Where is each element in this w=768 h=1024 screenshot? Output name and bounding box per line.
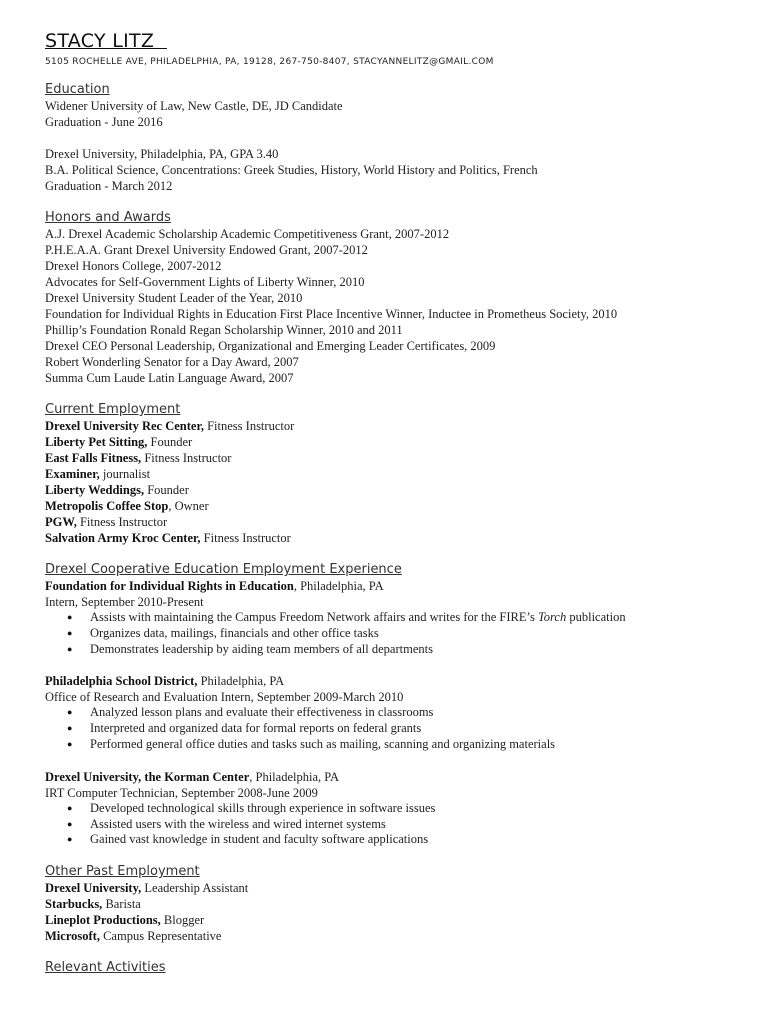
bullet-item: ● Interpreted and organized data for formal reports on federal grants <box>45 721 745 737</box>
honor-item: Robert Wonderling Senator for a Day Award, 2007 <box>45 355 299 369</box>
employment-item <box>45 418 745 434</box>
coop-korman-title: IRT Computer Technician, September 2008-June 2009 <box>45 785 318 800</box>
employment-role: Fitness Instructor <box>76 515 168 529</box>
employment-item <box>45 482 745 498</box>
employment-item <box>45 498 745 514</box>
employment-item <box>45 450 745 466</box>
bullet-item: ● Assisted users with the wireless and wired internet systems <box>45 817 745 833</box>
employment-role: Founder <box>147 435 193 449</box>
education-widener-graduation: Graduation - June 2016 <box>45 115 163 129</box>
education-widener-school: Widener University of Law, New Castle, DE, JD Candidate <box>45 99 343 113</box>
resume-name: STACY LITZ <box>45 30 167 52</box>
employment-role: Founder <box>144 483 189 497</box>
employment-role: Fitness Instructor <box>141 451 232 465</box>
coop-fire-header <box>45 578 745 594</box>
employment-item <box>45 928 745 944</box>
employment-org: Liberty Weddings, <box>45 483 145 497</box>
coop-korman-bullets <box>45 801 745 848</box>
honor-item: Drexel CEO Personal Leadership, Organizational and Emerging Leader Certificates, 2009 <box>45 339 496 353</box>
honor-item: Phillip’s Foundation Ronald Regan Scholarship Winner, 2010 and 2011 <box>45 323 403 337</box>
honor-item: Summa Cum Laude Latin Language Award, 2007 <box>45 371 294 385</box>
section-heading-education: Education <box>45 82 110 97</box>
employment-org: Examiner, <box>45 467 100 481</box>
employment-org: Metropolis Coffee Stop <box>45 499 169 513</box>
employment-item <box>45 880 745 896</box>
employment-org: Starbucks, <box>45 897 103 912</box>
coop-fire-location: , Philadelphia, PA <box>293 579 384 593</box>
current-employment-list <box>45 418 745 546</box>
employment-role: journalist <box>99 467 151 481</box>
employment-org: Drexel University Rec Center, <box>45 419 204 433</box>
honor-item: Drexel University Student Leader of the Year, 2010 <box>45 291 303 305</box>
education-drexel-graduation: Graduation - March 2012 <box>45 179 173 193</box>
bullet-text: Assists with maintaining the Campus Freedom Network affairs and writes for the FIRE’s <box>90 610 538 624</box>
coop-fire-bullets <box>45 610 745 657</box>
bullet-item: ● Performed general office duties and tasks such as mailing, scanning and organizing materials <box>45 737 745 753</box>
section-heading-coop: Drexel Cooperative Education Employment Experience <box>45 562 402 577</box>
section-heading-activities: Relevant Activities <box>45 960 166 976</box>
employment-org: Microsoft, <box>45 929 100 944</box>
section-heading-other-employment: Other Past Employment <box>45 864 200 880</box>
employment-org: Liberty Pet Sitting, <box>45 435 148 449</box>
honor-item: P.H.E.A.A. Grant Drexel University Endowed Grant, 2007-2012 <box>45 243 368 257</box>
employment-org: PGW, <box>45 515 77 529</box>
bullet-item: ● Developed technological skills through experience in software issues <box>45 801 745 817</box>
employment-item <box>45 466 745 482</box>
bullet-item <box>45 610 745 626</box>
employment-role: Campus Representative <box>99 929 222 944</box>
bullet-item: ● Analyzed lesson plans and evaluate their effectiveness in classrooms <box>45 705 745 721</box>
coop-school-district-location: Philadelphia, PA <box>197 674 285 689</box>
coop-fire-title: Intern, September 2010-Present <box>45 595 204 609</box>
employment-item <box>45 530 745 546</box>
employment-role: Fitness Instructor <box>203 419 295 433</box>
bullet-emphasis: Torch <box>537 610 567 624</box>
employment-item <box>45 514 745 530</box>
resume-page <box>45 30 745 976</box>
honor-item: Drexel Honors College, 2007-2012 <box>45 259 222 273</box>
employment-item <box>45 434 745 450</box>
coop-korman-location: , Philadelphia, PA <box>249 769 340 784</box>
employment-role: Barista <box>102 897 141 912</box>
section-heading-current-employment: Current Employment <box>45 402 181 417</box>
employment-item <box>45 896 745 912</box>
employment-org: Drexel University, <box>45 881 142 896</box>
honor-item: A.J. Drexel Academic Scholarship Academic Competitiveness Grant, 2007-2012 <box>45 227 450 241</box>
bullet-item: ● Demonstrates leadership by aiding team members of all departments <box>45 642 745 658</box>
coop-school-district-bullets <box>45 705 745 752</box>
honors-list <box>45 226 745 386</box>
coop-school-district-title: Office of Research and Evaluation Intern, September 2009-March 2010 <box>45 690 404 705</box>
contact-line: 5105 ROCHELLE AVE, PHILADELPHIA, PA, 19128, 267-750-8407, STACYANNELITZ@GMAIL.COM <box>45 57 494 67</box>
section-heading-honors: Honors and Awards <box>45 210 171 225</box>
bullet-item: ● Gained vast knowledge in student and faculty software applications <box>45 832 745 848</box>
other-employment-list <box>45 880 745 944</box>
coop-school-district-org: Philadelphia School District, <box>45 674 198 689</box>
employment-item <box>45 912 745 928</box>
employment-role: Fitness Instructor <box>200 531 291 545</box>
employment-role: , Owner <box>168 499 209 513</box>
education-drexel-school: Drexel University, Philadelphia, PA, GPA 3.40 <box>45 147 279 161</box>
employment-org: East Falls Fitness, <box>45 451 142 465</box>
employment-org: Lineplot Productions, <box>45 913 161 928</box>
employment-org: Salvation Army Kroc Center, <box>45 531 201 545</box>
bullet-item: ● Organizes data, mailings, financials and other office tasks <box>45 626 745 642</box>
bullet-text: publication <box>566 610 626 624</box>
coop-korman-header <box>45 769 745 785</box>
coop-school-district-header <box>45 673 745 689</box>
coop-fire-org: Foundation for Individual Rights in Education <box>45 579 294 593</box>
employment-role: Leadership Assistant <box>141 881 249 896</box>
education-drexel-degree: B.A. Political Science, Concentrations: Greek Studies, History, World History and Politics, French <box>45 163 538 177</box>
honor-item: Foundation for Individual Rights in Education First Place Incentive Winner, Inductee in Prometheus Society, 2010 <box>45 307 618 321</box>
honor-item: Advocates for Self-Government Lights of Liberty Winner, 2010 <box>45 275 365 289</box>
coop-korman-org: Drexel University, the Korman Center <box>45 769 250 784</box>
employment-role: Blogger <box>160 913 205 928</box>
